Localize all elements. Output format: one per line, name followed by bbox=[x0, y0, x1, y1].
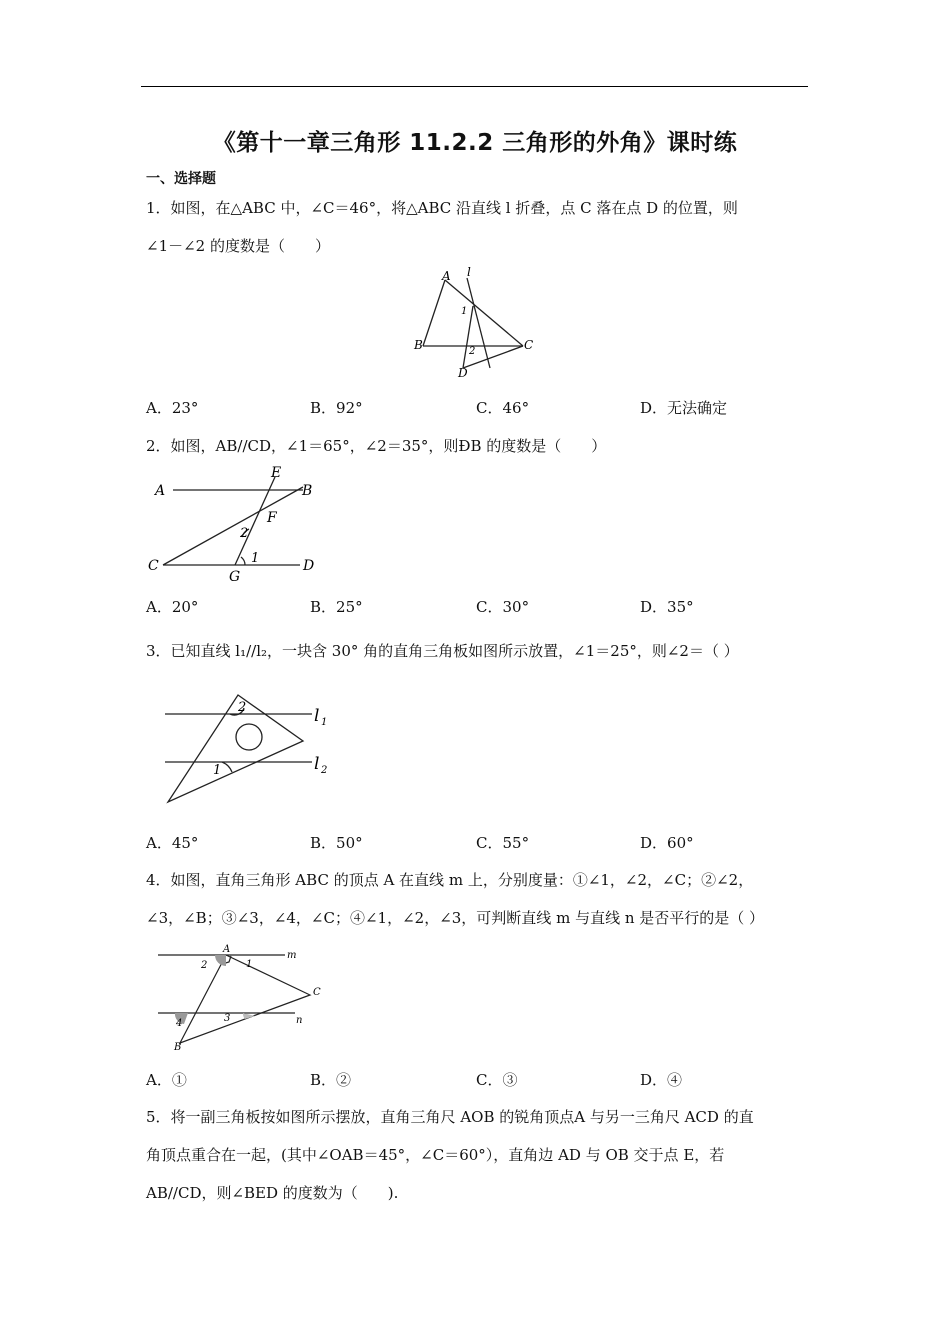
svg-text:l: l bbox=[314, 754, 320, 774]
page-title: 《第十一章三角形 11.2.2 三角形的外角》课时练 bbox=[212, 130, 738, 156]
svg-text:1: 1 bbox=[321, 717, 328, 728]
q3-option-a[interactable]: A．45° bbox=[146, 834, 199, 852]
q3-line-1: 3．已知直线 l₁//l₂，一块含 30° 角的直角三角板如图所示放置，∠1＝25°，则∠2＝（ ） bbox=[146, 642, 739, 660]
q2-figure bbox=[145, 465, 335, 590]
q5-line-1: 5．将一副三角板按如图所示摆放，直角三角尺 AOB 的锐角顶点A 与另一三角尺 ACD 的直 bbox=[146, 1108, 754, 1126]
q4-label-2: 2 bbox=[201, 960, 208, 971]
q4-label-n: n bbox=[296, 1015, 303, 1026]
q2-label-2: 2 bbox=[240, 526, 249, 541]
q2-option-a[interactable]: A．20° bbox=[146, 598, 199, 616]
q3-label-l2 bbox=[314, 754, 327, 776]
q1-label-C: C bbox=[524, 338, 534, 352]
q5-line-2: 角顶点重合在一起，(其中∠OAB＝45°，∠C＝60°），直角边 AD 与 OB 交于点 E，若 bbox=[146, 1146, 725, 1164]
q2-option-d[interactable]: D．35° bbox=[640, 598, 694, 616]
q2-option-b[interactable]: B．25° bbox=[310, 598, 363, 616]
q3-figure bbox=[160, 690, 340, 808]
q4-label-4: 4 bbox=[176, 1018, 183, 1029]
q4-option-a[interactable]: A．① bbox=[146, 1071, 187, 1089]
q1-label-A: A bbox=[442, 269, 451, 283]
q3-label-1: 1 bbox=[213, 763, 222, 778]
q4-label-1: 1 bbox=[246, 959, 253, 970]
q1-label-1: 1 bbox=[461, 306, 468, 317]
q4-label-C: C bbox=[313, 987, 321, 998]
q4-label-A: A bbox=[223, 944, 231, 955]
q2-label-C: C bbox=[148, 558, 159, 574]
q1-label-l: l bbox=[467, 265, 471, 279]
q3-label-l1 bbox=[314, 706, 327, 728]
q3-option-d[interactable]: D．60° bbox=[640, 834, 694, 852]
q4-line-2: ∠3，∠B；③∠3，∠4，∠C；④∠1，∠2，∠3，可判断直线 m 与直线 n 是否平行的是（ ） bbox=[146, 909, 765, 927]
q4-option-d[interactable]: D．④ bbox=[640, 1071, 683, 1089]
section-heading: 一、选择题 bbox=[146, 171, 216, 187]
q1-label-D: D bbox=[458, 366, 468, 380]
q3-option-c[interactable]: C．55° bbox=[476, 834, 530, 852]
q2-label-A: A bbox=[155, 483, 166, 499]
svg-text:2: 2 bbox=[321, 765, 328, 776]
q1-option-a[interactable]: A．23° bbox=[146, 399, 199, 417]
q1-figure bbox=[405, 265, 555, 383]
q4-label-3: 3 bbox=[224, 1013, 231, 1024]
q2-option-c[interactable]: C．30° bbox=[476, 598, 530, 616]
q4-figure bbox=[155, 940, 330, 1055]
q4-option-c[interactable]: C．③ bbox=[476, 1071, 518, 1089]
q1-line-2: ∠1－∠2 的度数是（ ） bbox=[146, 237, 330, 255]
q1-line-1: 1．如图，在△ABC 中，∠C＝46°，将△ABC 沿直线 l 折叠，点 C 落在点 D 的位置，则 bbox=[146, 199, 738, 217]
header-rule bbox=[141, 86, 808, 87]
svg-text:l: l bbox=[314, 706, 320, 726]
q2-label-F: F bbox=[267, 510, 277, 526]
q1-option-d[interactable]: D．无法确定 bbox=[640, 399, 728, 417]
q4-label-B: B bbox=[174, 1042, 182, 1053]
q2-line-1: 2．如图，AB//CD，∠1＝65°，∠2＝35°，则ÐB 的度数是（ ） bbox=[146, 437, 607, 455]
q3-option-b[interactable]: B．50° bbox=[310, 834, 363, 852]
q2-label-B: B bbox=[302, 483, 313, 499]
q1-label-B: B bbox=[414, 338, 423, 352]
q1-option-b[interactable]: B．92° bbox=[310, 399, 363, 417]
q2-label-D: D bbox=[303, 558, 315, 574]
q1-option-c[interactable]: C．46° bbox=[476, 399, 530, 417]
q4-label-m: m bbox=[287, 950, 297, 961]
q3-label-2: 2 bbox=[238, 700, 247, 715]
q2-label-1: 1 bbox=[251, 551, 260, 566]
q1-label-2: 2 bbox=[469, 346, 476, 357]
q2-label-G: G bbox=[229, 569, 241, 585]
q4-line-1: 4．如图，直角三角形 ABC 的顶点 A 在直线 m 上，分别度量：①∠1，∠2，∠C；②∠2， bbox=[146, 871, 754, 889]
q2-label-E: E bbox=[271, 465, 282, 481]
q4-angle2-mark bbox=[215, 955, 226, 966]
q4-option-b[interactable]: B．② bbox=[310, 1071, 352, 1089]
q5-line-3: AB//CD，则∠BED 的度数为（ ). bbox=[146, 1184, 399, 1202]
